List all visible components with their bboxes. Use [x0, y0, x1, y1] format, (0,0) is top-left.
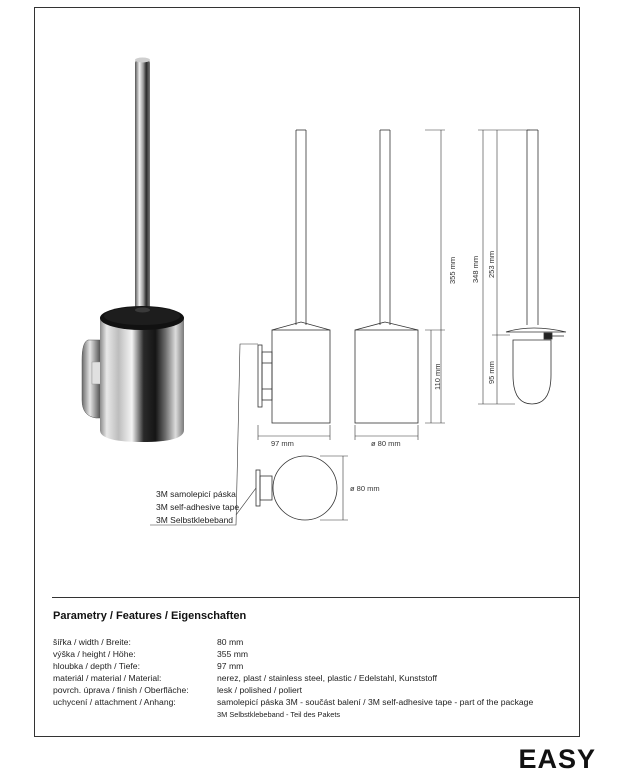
front-view-drawing [355, 130, 445, 440]
dim-total-height-355: 355 mm [448, 256, 457, 284]
spec-value-material: nerez, plast / stainless steel, plastic / Edelstahl, Kunststoff [217, 673, 438, 683]
tape-label-en: 3M self-adhesive tape [156, 502, 240, 512]
tape-label-cz: 3M samolepicí páska [156, 489, 236, 499]
spec-label-finish: povrch. úprava / finish / Oberfläche: [53, 685, 189, 695]
section-divider [52, 597, 580, 598]
spec-value-finish: lesk / polished / poliert [217, 685, 303, 695]
dim-cup-height-110: 110 mm [433, 363, 442, 390]
spec-value-depth: 97 mm [217, 661, 244, 671]
spec-label-depth: hloubka / depth / Tiefe: [53, 661, 140, 671]
product-illustration [82, 58, 184, 443]
spec-label-material: materiál / material / Material: [53, 673, 162, 683]
dim-brush-height-253: 253 mm [487, 250, 496, 278]
spec-label-width: šířka / width / Breite: [53, 637, 131, 647]
tape-label-de: 3M Selbstklebeband [156, 515, 234, 525]
side-view-drawing [258, 130, 330, 440]
dim-diameter-80-top: ø 80 mm [350, 484, 380, 493]
dim-width-97: 97 mm [271, 439, 294, 448]
dim-brush-head-95: 95 mm [487, 361, 496, 384]
specs-title: Parametry / Features / Eigenschaften [53, 610, 247, 622]
spec-value-width: 80 mm [217, 637, 244, 647]
spec-value-attachment-line2: 3M Selbstklebeband - Teil des Pakets [217, 710, 341, 719]
spec-value-height: 355 mm [217, 649, 249, 659]
spec-label-height: výška / height / Höhe: [53, 649, 136, 659]
spec-value-attachment: samolepicí páska 3M - součást balení / 3M self-adhesive tape - part of the package [217, 697, 534, 707]
dim-total-height-348: 348 mm [471, 255, 480, 283]
spec-label-attachment: uchycení / attachment / Anhang: [53, 697, 176, 707]
dim-diameter-80-front: ø 80 mm [371, 439, 401, 448]
brand-logo: EASY [518, 744, 596, 774]
